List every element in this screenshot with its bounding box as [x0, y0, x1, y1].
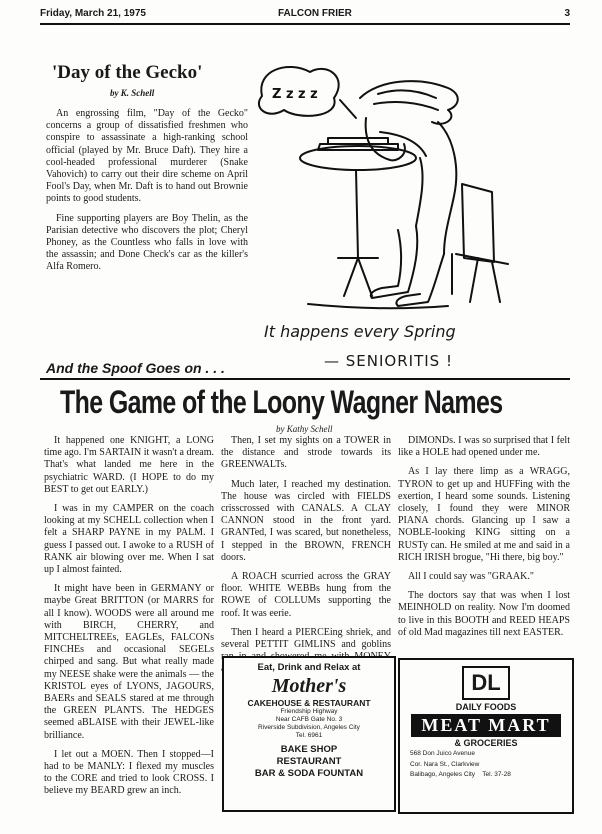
ad-service-2: RESTAURANT	[276, 756, 342, 767]
article-column-2	[221, 435, 391, 683]
ad-address-1: 568 Don Juico Avenue	[410, 750, 475, 757]
gecko-article-body	[46, 108, 248, 281]
ad-subtitle: CAKEHOUSE & RESTAURANT	[247, 698, 371, 708]
dl-meat-mart-ad	[398, 658, 574, 814]
student-arm	[366, 118, 426, 160]
cartoon-caption-line2: — SENIORITIS !	[324, 352, 453, 370]
gecko-byline: by K. Schell	[110, 88, 155, 98]
ad-tagline: Eat, Drink and Relax at	[257, 662, 361, 673]
gecko-paragraph: Fine supporting players are Boy Thelin, as the Parisian detective who discovers the plot; Cheryl Phoney, as the Countless who falls in love with the assassin; and Done Check's car as the killer's Alfa Romero.	[46, 212, 248, 273]
ad-daily-foods: DAILY FOODS	[455, 702, 517, 712]
student-leg	[371, 226, 418, 298]
gecko-headline: 'Day of the Gecko'	[52, 62, 203, 83]
article-paragraph: All I could say was "GRAAK."	[408, 571, 534, 583]
ad-service-3: BAR & SODA FOUNTAN	[254, 768, 364, 779]
sleeping-student-cartoon	[248, 58, 568, 320]
issue-date: Friday, March 21, 1975	[40, 8, 146, 19]
article-paragraph: As I lay there limp as a WRAGG, TYRON to get up and HUFFing with the exertion, I heard some sounds. Listening closely, I found they were MINOR PIANA chords. Glancing up I saw a NOBLE-looking KING sitting on a RUSTy can. He smiled at me and said in a RICH IRISH brogue, "Hi there, big boy."	[398, 466, 570, 563]
article-paragraph: A ROACH scurried across the GRAY floor. WHITE WEBBs hung from the ROWE of COLLUMs supporting the roof. It was eerie.	[221, 571, 391, 619]
dl-logo: DL	[462, 666, 510, 700]
article-column-3	[398, 435, 570, 646]
ad-phone: Tel. 37-28	[482, 771, 511, 778]
paper-name: FALCON FRIER	[278, 8, 352, 19]
article-paragraph: Then I heard a PIERCEing shriek, and several PETTIT GIMLINS and goblins	[221, 626, 391, 651]
ad-address-3	[400, 771, 572, 780]
ad-meat-mart: MEAT MART	[411, 714, 561, 737]
student-hair	[360, 81, 458, 124]
ad-address-3: Riverside Subdivision, Angeles City	[258, 724, 360, 731]
ad-groceries: & GROCERIES	[454, 738, 518, 748]
article-paragraph: Much later, I reached my destination. The house was circled with FIELDS crisscrossed with CANALS. A CLAY CANNON stood in the front yard. GRANTed, I was scared, but nonetheless, I stepped in the BROWN, FRENCH doors.	[221, 478, 391, 563]
student-leg2	[396, 254, 444, 306]
mothers-cakehouse-ad	[222, 656, 396, 812]
ad-service-1: BAKE SHOP	[280, 744, 338, 755]
student-front	[416, 158, 423, 226]
ad-phone: Tel. 6961	[295, 732, 323, 739]
ad-address-1: Friendship Highway	[280, 708, 338, 715]
article-paragraph: DIMONDs. I was so surprised that I felt like a HOLE had opened under me.	[398, 435, 570, 459]
student-back	[438, 122, 456, 254]
zzz-text: Z z z z	[272, 87, 318, 102]
spoof-byline: by Kathy Schell	[276, 424, 333, 434]
article-paragraph: It might have been in GERMANY or maybe Great BRITTON (or MARRS for all I know). WOODS were all around me with BIRCH, CHERRY, and MITCHELTREEs, EAGLEs, FALCONs FINCHEs and occasional SEGELs chirped and sang. But what really made my NEESE shake were the animals — the KRISTOL eyes of LYONS, JAGOURS, BAERs and SEALS stared at me through the GREEN PLANTS. The HEDGES seemed aBLAISE with their JEWEL-like brilliance.	[44, 583, 214, 741]
article-paragraph: I was in my CAMPER on the coach looking at my SCHELL collection when I felt a SHARP PAYNE in my PALM. I guess I passed out. I awoke to a RUSH of RANK air blowing over me. When I sat up I almost fainted.	[44, 503, 214, 576]
spoof-headline: The Game of the Loony Wagner Names	[60, 384, 503, 420]
gecko-paragraph: An engrossing film, "Day of the Gecko" concerns a group of dissatisfied freshmen who conspire to assassinate a high-ranking school official (played by Mr. Bruce Daft). They hire a cool-headed professional murderer (Snake Vahovich) to carry out their dire scheme on April Fool's Day, when Mr. Daft is to hand out Brownie points to good students.	[46, 108, 248, 205]
chair	[452, 184, 508, 302]
article-paragraph: I let out a MOEN. Then I stopped—I had to be MANLY: I flexed my muscles to the CORE and tried to look CROSS. I believe my BEARD grew an inch.	[44, 748, 214, 797]
page-number: 3	[564, 8, 570, 19]
ad-city: Balibago, Angeles City	[410, 771, 476, 778]
ad-address-2: Cor. Nara St., Clarkview	[410, 760, 480, 768]
spoof-kicker: And the Spoof Goes on . . .	[46, 360, 225, 376]
article-paragraph: Then, I set my sights on a TOWER in the distance and strode towards its GREENWALTs.	[221, 435, 391, 471]
cartoon-caption-line1: It happens every Spring	[264, 322, 456, 341]
article-paragraph: It happened one KNIGHT, a LONG time ago. I'm SARTAIN it wasn't a dream. That's what landed me here in the psychiatric WARD. (I HOPE to do my BEST to get out EARLY.)	[44, 435, 214, 495]
page-header	[40, 8, 570, 22]
section-rule	[40, 378, 570, 380]
header-rule	[40, 23, 570, 25]
mothers-logo: Mother's	[271, 675, 347, 697]
article-paragraph: The doctors say that was when I lost MEINHOLD on reality. Now I'm doomed to live in this BOOTH and REED HEAPS of old Mad magazines till next EASTER.	[398, 590, 570, 638]
table-shadow	[308, 304, 448, 308]
ad-address-2: Near CAFB Gate No. 3	[275, 716, 343, 723]
table-leg	[338, 170, 378, 296]
article-column-1	[44, 435, 214, 805]
seniorities-text: SENIORITIS !	[345, 352, 453, 370]
